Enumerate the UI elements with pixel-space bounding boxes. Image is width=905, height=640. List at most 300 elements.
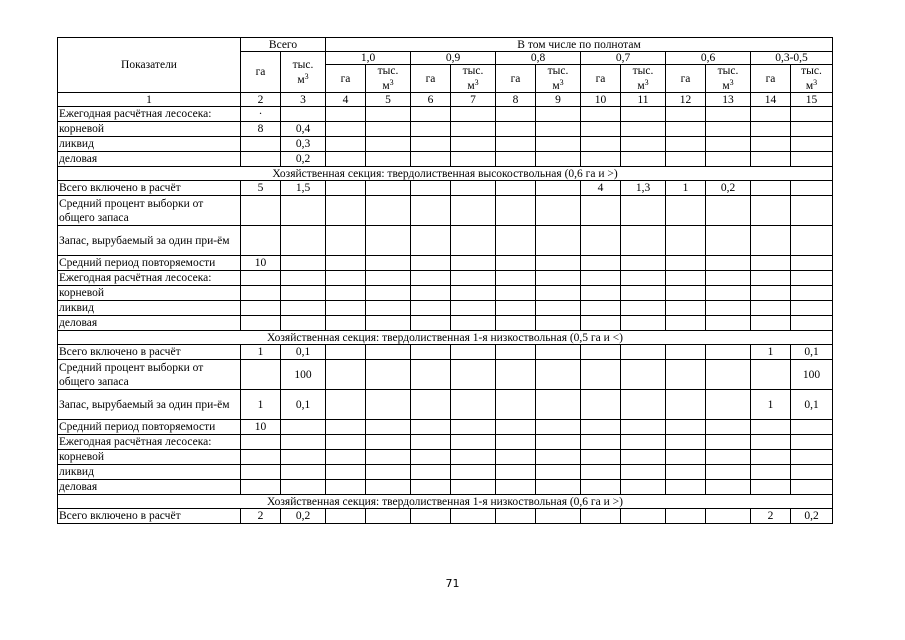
table-cell <box>791 286 833 301</box>
table-cell <box>751 435 791 450</box>
header-unit-ha: га <box>581 65 621 93</box>
column-number: 8 <box>496 93 536 107</box>
table-cell: 4 <box>581 181 621 196</box>
table-cell <box>581 360 621 390</box>
table-cell <box>791 181 833 196</box>
table-cell <box>411 465 451 480</box>
table-cell <box>581 509 621 524</box>
table-cell <box>366 122 411 137</box>
row-label: корневой <box>58 450 241 465</box>
table-cell: 1 <box>666 181 706 196</box>
table-cell <box>281 196 326 226</box>
table-cell: 0,4 <box>281 122 326 137</box>
row-label: Средний процент выборки от общего запаса <box>58 360 241 390</box>
table-cell <box>751 226 791 256</box>
table-cell <box>496 107 536 122</box>
table-cell <box>241 196 281 226</box>
row-label: Запас, вырубаемый за один при-ём <box>58 226 241 256</box>
table-cell <box>241 450 281 465</box>
table-cell: 1,5 <box>281 181 326 196</box>
row-label: деловая <box>58 480 241 495</box>
table-cell <box>496 286 536 301</box>
table-cell <box>581 480 621 495</box>
table-cell <box>496 450 536 465</box>
table-cell <box>666 122 706 137</box>
table-cell <box>326 107 366 122</box>
header-unit-volume <box>791 65 833 93</box>
unit-m3-sup: 3 <box>644 78 649 87</box>
table-cell <box>411 480 451 495</box>
table-cell <box>451 345 496 360</box>
table-cell <box>751 465 791 480</box>
table-cell <box>451 152 496 167</box>
table-row <box>58 450 833 465</box>
table-cell <box>791 122 833 137</box>
table-cell <box>706 435 751 450</box>
table-cell <box>536 122 581 137</box>
table-cell <box>621 360 666 390</box>
table-cell <box>706 152 751 167</box>
table-cell <box>451 480 496 495</box>
table-cell <box>666 390 706 420</box>
table-cell <box>666 435 706 450</box>
table-cell <box>326 137 366 152</box>
table-cell <box>751 286 791 301</box>
column-number: 11 <box>621 93 666 107</box>
table-cell <box>536 450 581 465</box>
unit-thousand: тыс. <box>801 65 822 77</box>
table-cell <box>751 360 791 390</box>
table-cell <box>751 271 791 286</box>
table-cell <box>281 107 326 122</box>
table-cell <box>536 137 581 152</box>
table-cell <box>451 390 496 420</box>
table-cell <box>706 360 751 390</box>
table-cell: 8 <box>241 122 281 137</box>
section-title: Хозяйственная секция: твердолиственная 1-я низкоствольная (0,5 га и <) <box>58 331 833 345</box>
table-cell: 10 <box>241 256 281 271</box>
table-cell: 0,2 <box>791 509 833 524</box>
table-cell <box>451 122 496 137</box>
column-number: 3 <box>281 93 326 107</box>
table-cell <box>496 420 536 435</box>
header-density: 0,7 <box>581 52 666 65</box>
table-cell <box>366 181 411 196</box>
unit-thousand: тыс. <box>717 65 739 77</box>
table-cell <box>666 420 706 435</box>
table-cell <box>241 435 281 450</box>
table-cell <box>451 509 496 524</box>
table-cell <box>536 301 581 316</box>
header-unit-ha: га <box>666 65 706 93</box>
table-cell <box>241 480 281 495</box>
table-cell <box>581 271 621 286</box>
table-cell <box>621 107 666 122</box>
table-cell <box>791 465 833 480</box>
table-cell <box>451 107 496 122</box>
header-density: 1,0 <box>326 52 411 65</box>
table-cell <box>451 137 496 152</box>
table-cell <box>621 226 666 256</box>
table-cell <box>706 345 751 360</box>
unit-thousand: тыс. <box>292 58 314 71</box>
table-cell <box>536 256 581 271</box>
section-row <box>58 167 833 181</box>
table-cell <box>366 450 411 465</box>
unit-m3: м <box>467 80 475 92</box>
unit-m3: м <box>637 80 645 92</box>
table-cell: 0,1 <box>281 390 326 420</box>
table-cell <box>791 137 833 152</box>
table-cell <box>326 360 366 390</box>
column-number: 2 <box>241 93 281 107</box>
table-cell <box>496 316 536 331</box>
table-cell <box>366 480 411 495</box>
table-cell <box>451 256 496 271</box>
table-cell <box>536 420 581 435</box>
table-cell <box>791 301 833 316</box>
row-label: Всего включено в расчёт <box>58 509 241 524</box>
header-unit-ha: га <box>411 65 451 93</box>
table-cell <box>496 465 536 480</box>
column-number: 6 <box>411 93 451 107</box>
table-cell: 1 <box>751 345 791 360</box>
table-cell <box>281 226 326 256</box>
table-cell: 0,1 <box>281 345 326 360</box>
table-cell <box>366 390 411 420</box>
table-cell <box>706 137 751 152</box>
table-cell <box>581 390 621 420</box>
table-cell: 0,2 <box>281 509 326 524</box>
table-cell <box>536 480 581 495</box>
table-cell <box>451 450 496 465</box>
table-row <box>58 390 833 420</box>
table-cell <box>411 256 451 271</box>
table-cell <box>411 420 451 435</box>
table-cell: · <box>241 107 281 122</box>
table-cell <box>366 196 411 226</box>
table-cell <box>366 435 411 450</box>
table-cell: 0,3 <box>281 137 326 152</box>
table-cell <box>751 107 791 122</box>
table-cell <box>666 196 706 226</box>
table-row <box>58 480 833 495</box>
table-cell <box>751 316 791 331</box>
header-by-density: В том числе по полнотам <box>326 38 833 52</box>
table-cell <box>326 450 366 465</box>
column-number: 12 <box>666 93 706 107</box>
table-cell <box>791 196 833 226</box>
row-label: Ежегодная расчётная лесосека: <box>58 435 241 450</box>
table-cell <box>411 152 451 167</box>
table-cell <box>411 316 451 331</box>
header-density: 0,3-0,5 <box>751 52 833 65</box>
table-cell <box>411 435 451 450</box>
table-cell <box>536 181 581 196</box>
table-cell: 0,1 <box>791 345 833 360</box>
table-cell: 1 <box>751 390 791 420</box>
table-cell <box>411 122 451 137</box>
table-cell <box>241 137 281 152</box>
unit-thousand: тыс. <box>547 65 569 77</box>
table-cell <box>581 107 621 122</box>
table-cell <box>621 152 666 167</box>
row-label: корневой <box>58 122 241 137</box>
table-cell <box>791 435 833 450</box>
table-cell <box>281 450 326 465</box>
table-cell <box>536 107 581 122</box>
table-cell <box>536 345 581 360</box>
header-density: 0,8 <box>496 52 581 65</box>
unit-m3-sup: 3 <box>474 78 479 87</box>
table-cell <box>366 152 411 167</box>
table-cell <box>706 196 751 226</box>
header-total-volume <box>281 52 326 93</box>
table-cell <box>241 286 281 301</box>
table-cell <box>621 480 666 495</box>
unit-m3: м <box>722 80 730 92</box>
table-cell <box>281 480 326 495</box>
table-cell <box>281 301 326 316</box>
table-cell <box>366 286 411 301</box>
table-cell <box>536 435 581 450</box>
table-cell <box>666 137 706 152</box>
table-cell <box>451 196 496 226</box>
table-cell <box>621 137 666 152</box>
table-cell <box>451 465 496 480</box>
table-cell <box>411 450 451 465</box>
table-cell <box>666 509 706 524</box>
header-total: Всего <box>241 38 326 52</box>
table-cell <box>581 345 621 360</box>
header-unit-ha: га <box>751 65 791 93</box>
table-cell <box>666 450 706 465</box>
header-unit-volume <box>621 65 666 93</box>
table-cell <box>536 286 581 301</box>
table-cell <box>366 256 411 271</box>
table-cell <box>451 271 496 286</box>
table-cell <box>751 256 791 271</box>
table-cell <box>451 286 496 301</box>
table-row <box>58 122 833 137</box>
table-row <box>58 435 833 450</box>
header-density: 0,6 <box>666 52 751 65</box>
section-title: Хозяйственная секция: твердолиственная 1-я низкоствольная (0,6 га и >) <box>58 495 833 509</box>
row-label: Ежегодная расчётная лесосека: <box>58 107 241 122</box>
table-cell <box>621 465 666 480</box>
row-label: Запас, вырубаемый за один при-ём <box>58 390 241 420</box>
table-cell <box>496 196 536 226</box>
table-cell <box>411 301 451 316</box>
table-cell <box>581 316 621 331</box>
table-cell <box>706 256 751 271</box>
table-cell <box>366 509 411 524</box>
table-cell <box>706 316 751 331</box>
table-cell <box>666 152 706 167</box>
table-cell <box>496 360 536 390</box>
table-row <box>58 137 833 152</box>
table-cell <box>496 226 536 256</box>
table-cell <box>581 301 621 316</box>
column-number: 9 <box>536 93 581 107</box>
header-unit-volume <box>536 65 581 93</box>
table-cell <box>666 107 706 122</box>
header-indicators: Показатели <box>58 38 241 93</box>
table-row <box>58 271 833 286</box>
table-cell <box>241 226 281 256</box>
row-label: Средний период повторяемости <box>58 256 241 271</box>
table-row <box>58 196 833 226</box>
table-cell <box>706 465 751 480</box>
table-cell <box>621 420 666 435</box>
table-cell <box>366 420 411 435</box>
header-unit-volume <box>706 65 751 93</box>
table-cell <box>621 286 666 301</box>
table-cell <box>241 271 281 286</box>
table-cell: 5 <box>241 181 281 196</box>
table-cell <box>791 271 833 286</box>
table-cell <box>666 360 706 390</box>
table-cell <box>451 301 496 316</box>
table-cell <box>281 271 326 286</box>
row-label: ликвид <box>58 465 241 480</box>
unit-m3: м <box>552 80 560 92</box>
table-cell <box>281 286 326 301</box>
unit-m3: м <box>382 80 390 92</box>
table-cell <box>791 480 833 495</box>
table-cell <box>411 360 451 390</box>
unit-m3-sup: 3 <box>729 78 734 87</box>
header-unit-volume <box>451 65 496 93</box>
table-cell <box>451 181 496 196</box>
table-cell <box>366 465 411 480</box>
column-number: 14 <box>751 93 791 107</box>
column-number: 4 <box>326 93 366 107</box>
table-cell <box>621 256 666 271</box>
table-cell <box>496 301 536 316</box>
table-cell <box>411 271 451 286</box>
column-number: 5 <box>366 93 411 107</box>
row-label: Средний период повторяемости <box>58 420 241 435</box>
table-cell <box>366 316 411 331</box>
table-cell <box>751 480 791 495</box>
table-cell <box>241 316 281 331</box>
table-cell <box>791 256 833 271</box>
unit-m3: м <box>805 80 814 92</box>
table-cell <box>536 196 581 226</box>
table-cell <box>536 152 581 167</box>
table-row <box>58 420 833 435</box>
table-cell <box>536 316 581 331</box>
table-cell: 2 <box>751 509 791 524</box>
table-row <box>58 286 833 301</box>
table-cell <box>241 360 281 390</box>
table-cell <box>581 122 621 137</box>
table-cell <box>706 450 751 465</box>
table-cell <box>536 226 581 256</box>
header-unit-ha: га <box>326 65 366 93</box>
table-cell <box>536 509 581 524</box>
table-cell <box>326 226 366 256</box>
table-cell <box>496 122 536 137</box>
table-cell <box>706 122 751 137</box>
table-cell <box>666 226 706 256</box>
table-cell <box>451 435 496 450</box>
table-cell <box>706 226 751 256</box>
table-cell <box>706 420 751 435</box>
table-cell <box>411 286 451 301</box>
table-cell <box>621 301 666 316</box>
table-cell <box>326 196 366 226</box>
table-cell: 2 <box>241 509 281 524</box>
table-cell <box>581 226 621 256</box>
row-label: ликвид <box>58 301 241 316</box>
table-cell <box>581 435 621 450</box>
table-cell: 10 <box>241 420 281 435</box>
table-cell <box>751 450 791 465</box>
header-total-ha: га <box>241 52 281 93</box>
row-label: Ежегодная расчётная лесосека: <box>58 271 241 286</box>
page-number: 71 <box>445 577 460 590</box>
table-cell <box>326 256 366 271</box>
table-cell <box>281 465 326 480</box>
row-label: деловая <box>58 152 241 167</box>
table-cell <box>411 390 451 420</box>
column-number: 1 <box>58 93 241 107</box>
table-cell <box>411 196 451 226</box>
table-cell: 0,2 <box>281 152 326 167</box>
table-cell <box>536 271 581 286</box>
table-cell <box>791 420 833 435</box>
table-cell <box>326 390 366 420</box>
table-cell <box>496 435 536 450</box>
table-cell <box>666 465 706 480</box>
table-cell <box>751 301 791 316</box>
table-cell <box>666 345 706 360</box>
table-cell <box>326 301 366 316</box>
column-number: 10 <box>581 93 621 107</box>
table-cell <box>536 390 581 420</box>
table-row <box>58 345 833 360</box>
table-row <box>58 509 833 524</box>
unit-m3-sup: 3 <box>559 78 564 87</box>
table-cell <box>581 152 621 167</box>
table-cell <box>581 450 621 465</box>
table-cell <box>241 152 281 167</box>
section-title: Хозяйственная секция: твердолиственная высокоствольная (0,6 га и >) <box>58 167 833 181</box>
table-row <box>58 107 833 122</box>
row-label: Всего включено в расчёт <box>58 181 241 196</box>
table-cell <box>496 509 536 524</box>
table-cell <box>581 286 621 301</box>
table-cell <box>536 360 581 390</box>
unit-m3-sup: 3 <box>304 71 309 81</box>
column-number: 15 <box>791 93 833 107</box>
table-cell <box>411 181 451 196</box>
table-cell: 100 <box>791 360 833 390</box>
table-cell: 1,3 <box>621 181 666 196</box>
row-label: деловая <box>58 316 241 331</box>
header-unit-volume <box>366 65 411 93</box>
table-cell: 1 <box>241 345 281 360</box>
row-label: ликвид <box>58 137 241 152</box>
table-cell <box>621 122 666 137</box>
table-cell <box>326 509 366 524</box>
table-cell <box>751 137 791 152</box>
table-cell <box>411 137 451 152</box>
unit-m3-sup: 3 <box>389 78 394 87</box>
table-cell <box>706 107 751 122</box>
